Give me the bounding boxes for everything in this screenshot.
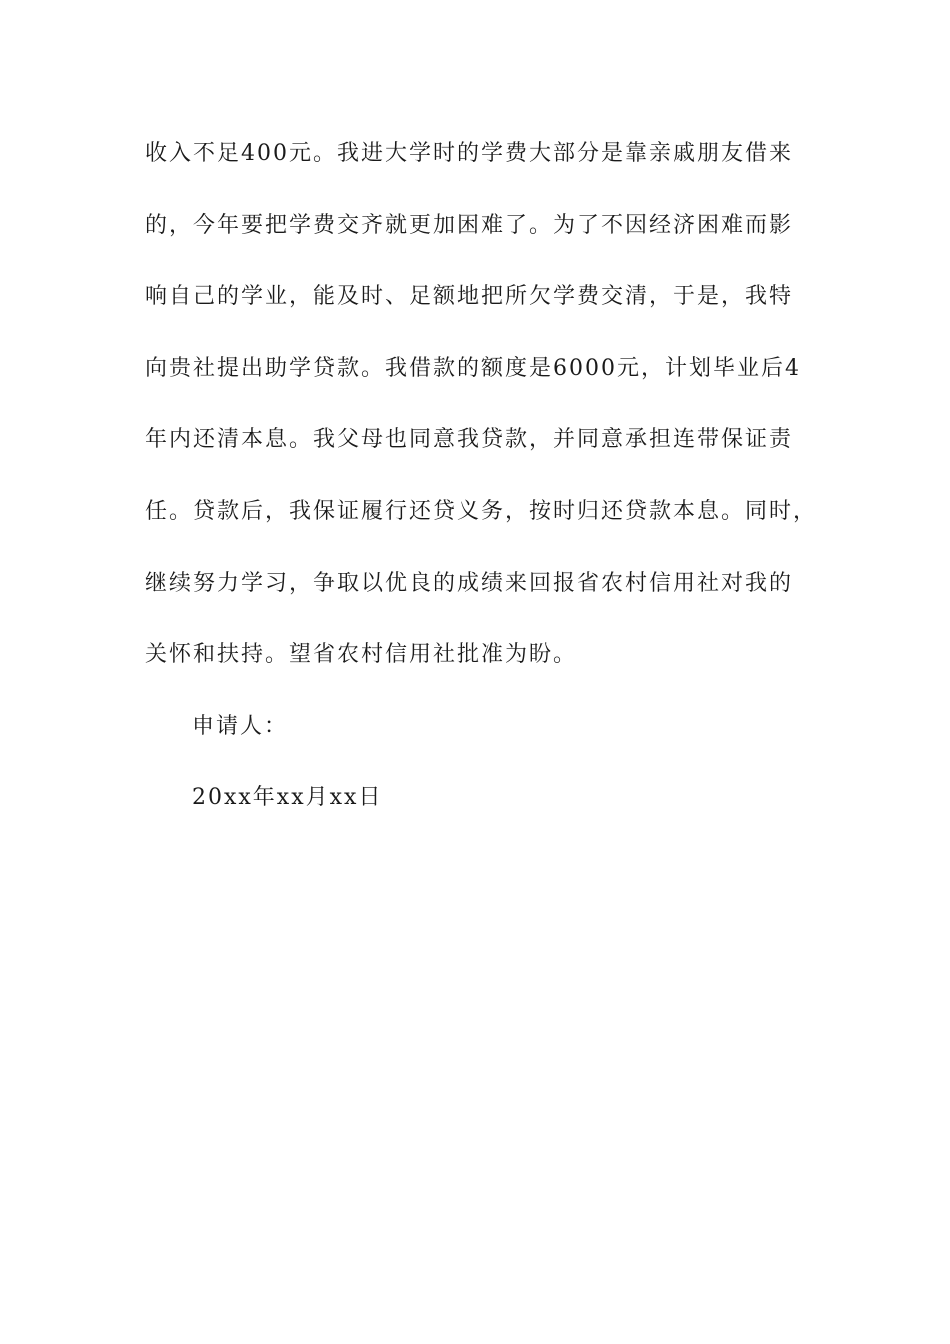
body-line: 任。贷款后，我保证履行还贷义务，按时归还贷款本息。同时， [145, 498, 818, 524]
signature-date: 20xx年xx月xx日 [192, 785, 383, 811]
body-line: 关怀和扶持。望省农村信用社批准为盼。 [145, 642, 578, 668]
body-line: 收入不足400元。我进大学时的学费大部分是靠亲戚朋友借来 [145, 141, 793, 166]
letter-body [145, 128, 825, 844]
body-line: 向贵社提出助学贷款。我借款的额度是6000元，计划毕业后4 [145, 355, 801, 381]
body-line: 年内还清本息。我父母也同意我贷款，并同意承担连带保证责 [145, 427, 794, 453]
applicant-label: 申请人： [192, 713, 289, 739]
body-line: 响自己的学业，能及时、足额地把所欠学费交清，于是，我特 [145, 284, 794, 310]
body-line: 的，今年要把学费交齐就更加困难了。为了不因经济困难而影 [145, 212, 794, 238]
body-line: 继续努力学习，争取以优良的成绩来回报省农村信用社对我的 [145, 570, 794, 596]
